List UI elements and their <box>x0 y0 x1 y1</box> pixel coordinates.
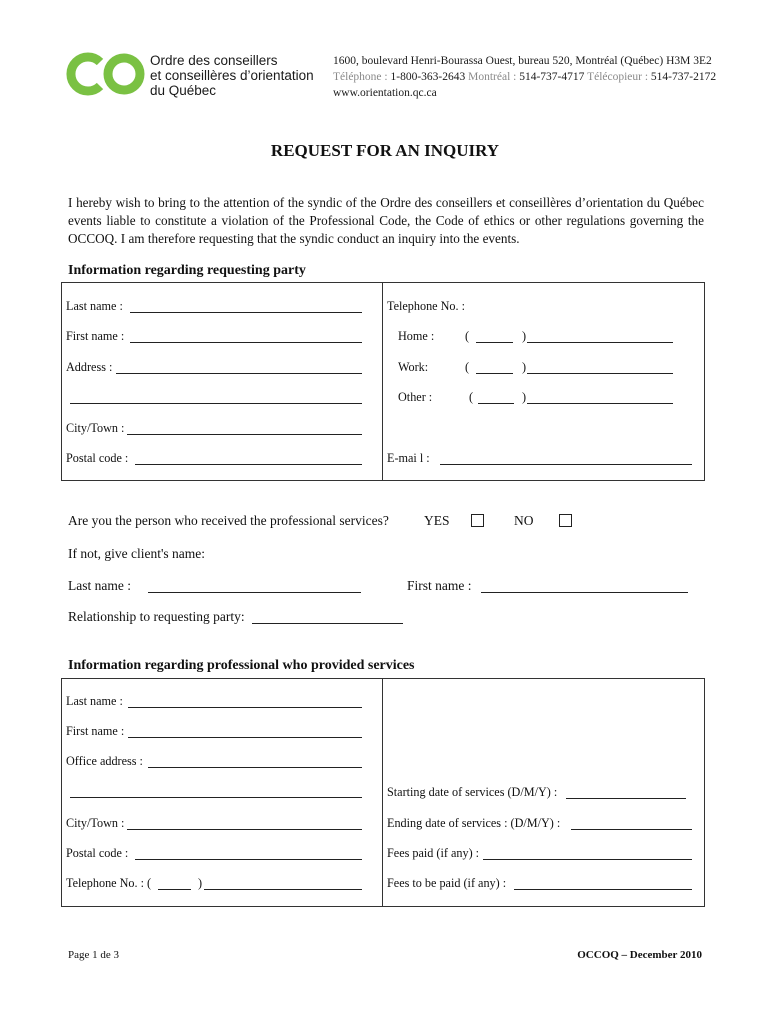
contact-block <box>333 53 716 101</box>
pro-first-name-field[interactable] <box>128 737 362 738</box>
rp-other-area-field[interactable] <box>478 403 514 404</box>
rp-home-label: Home : <box>398 329 435 343</box>
start-date-field[interactable] <box>566 798 686 799</box>
rp-home-number-field[interactable] <box>527 342 673 343</box>
rp-work-number-field[interactable] <box>527 373 673 374</box>
start-date-label: Starting date of services (D/M/Y) : <box>387 785 558 799</box>
rp-telephone-label: Telephone No. : <box>387 299 466 313</box>
rp-other-paren-close: ) <box>522 390 527 404</box>
rp-work-label: Work: <box>398 360 429 374</box>
pro-telephone-label: Telephone No. : ( <box>66 876 152 890</box>
box-divider <box>382 679 383 906</box>
rp-city-field[interactable] <box>127 434 362 435</box>
rp-home-paren-close: ) <box>522 329 527 343</box>
rp-email-field[interactable] <box>440 464 692 465</box>
page-title: REQUEST FOR AN INQUIRY <box>270 141 500 160</box>
client-last-name-field[interactable] <box>148 592 361 593</box>
fees-paid-label: Fees paid (if any) : <box>387 846 480 860</box>
rp-postal-label: Postal code : <box>66 451 129 465</box>
rp-first-name-field[interactable] <box>130 342 362 343</box>
fax-label: Télécopieur : <box>587 71 649 83</box>
org-address: 1600, boulevard Henri-Bourassa Ouest, bureau 520, Montréal (Québec) H3M 3E2 <box>333 55 712 67</box>
rp-other-number-field[interactable] <box>527 403 673 404</box>
website-link[interactable]: www.orientation.qc.ca <box>333 87 437 99</box>
pro-first-name-label: First name : <box>66 724 125 738</box>
rp-work-area-field[interactable] <box>476 373 513 374</box>
rp-last-name-field[interactable] <box>130 312 362 313</box>
rp-address-field[interactable] <box>116 373 362 374</box>
pro-telephone-paren-close: ) <box>198 876 203 890</box>
phone-line <box>333 69 716 85</box>
rp-home-area-field[interactable] <box>476 342 513 343</box>
client-last-name-label: Last name : <box>68 578 131 593</box>
rp-work-paren-close: ) <box>522 360 527 374</box>
relationship-label: Relationship to requesting party: <box>68 609 245 624</box>
rp-postal-field[interactable] <box>135 464 362 465</box>
intro-paragraph: I hereby wish to bring to the attention of the syndic of the Ordre des conseillers et conseillères d’orientation du Québec events liable to constitute a violation of the Professional Code, the Code of ethics or other regulations governing the OCCOQ. I am therefore requesting that the syndic conduct an inquiry into the events. <box>68 195 704 246</box>
pro-last-name-field[interactable] <box>128 707 362 708</box>
pro-office-address-label: Office address : <box>66 754 143 768</box>
pro-telephone-number-field[interactable] <box>204 889 362 890</box>
box-divider <box>382 283 383 480</box>
org-name-line2: et conseillères d’orientation <box>150 68 314 83</box>
pro-city-field[interactable] <box>127 829 362 830</box>
fees-to-pay-field[interactable] <box>514 889 692 890</box>
pro-city-label: City/Town : <box>66 816 125 830</box>
no-checkbox[interactable] <box>559 514 572 527</box>
relationship-field[interactable] <box>252 623 403 624</box>
no-label: NO <box>514 513 534 528</box>
end-date-label: Ending date of services : (D/M/Y) : <box>387 816 561 830</box>
rp-city-label: City/Town : <box>66 421 125 435</box>
phone-value: 1-800-363-2643 <box>390 71 466 83</box>
montreal-value: 514-737-4717 <box>519 71 585 83</box>
pro-office-address-field-2[interactable] <box>70 797 362 798</box>
pro-postal-label: Postal code : <box>66 846 129 860</box>
pro-last-name-label: Last name : <box>66 694 123 708</box>
fax-value: 514-737-2172 <box>650 71 717 83</box>
professional-box <box>61 678 705 907</box>
org-name <box>150 53 314 98</box>
yes-checkbox[interactable] <box>471 514 484 527</box>
montreal-label: Montréal : <box>468 71 517 83</box>
pro-telephone-area-field[interactable] <box>158 889 191 890</box>
occoq-logo <box>66 50 146 98</box>
rp-address-label: Address : <box>66 360 113 374</box>
rp-last-name-label: Last name : <box>66 299 123 313</box>
end-date-field[interactable] <box>571 829 692 830</box>
pro-office-address-field[interactable] <box>148 767 362 768</box>
rp-first-name-label: First name : <box>66 329 125 343</box>
phone-label: Téléphone : <box>333 71 388 83</box>
org-name-line1: Ordre des conseillers <box>150 53 278 68</box>
requesting-party-heading: Information regarding requesting party <box>68 263 306 278</box>
rp-email-label: E-mai l : <box>387 451 430 465</box>
rp-home-paren-open: ( <box>465 329 470 343</box>
page-number: Page 1 de 3 <box>68 949 120 961</box>
rp-other-label: Other : <box>398 390 433 404</box>
client-first-name-field[interactable] <box>481 592 688 593</box>
professional-heading: Information regarding professional who provided services <box>68 658 415 673</box>
if-not-label: If not, give client's name: <box>68 546 206 561</box>
org-name-line3: du Québec <box>150 83 217 98</box>
rp-work-paren-open: ( <box>465 360 470 374</box>
pro-postal-field[interactable] <box>135 859 362 860</box>
rp-other-paren-open: ( <box>469 390 474 404</box>
client-first-name-label: First name : <box>407 578 472 593</box>
fees-paid-field[interactable] <box>483 859 692 860</box>
yes-label: YES <box>424 513 450 528</box>
footer-org-date: OCCOQ – December 2010 <box>577 949 702 961</box>
requesting-party-box <box>61 282 705 481</box>
rp-address-field-2[interactable] <box>70 403 362 404</box>
fees-to-pay-label: Fees to be paid (if any) : <box>387 876 507 890</box>
received-services-question: Are you the person who received the professional services? <box>68 513 389 528</box>
